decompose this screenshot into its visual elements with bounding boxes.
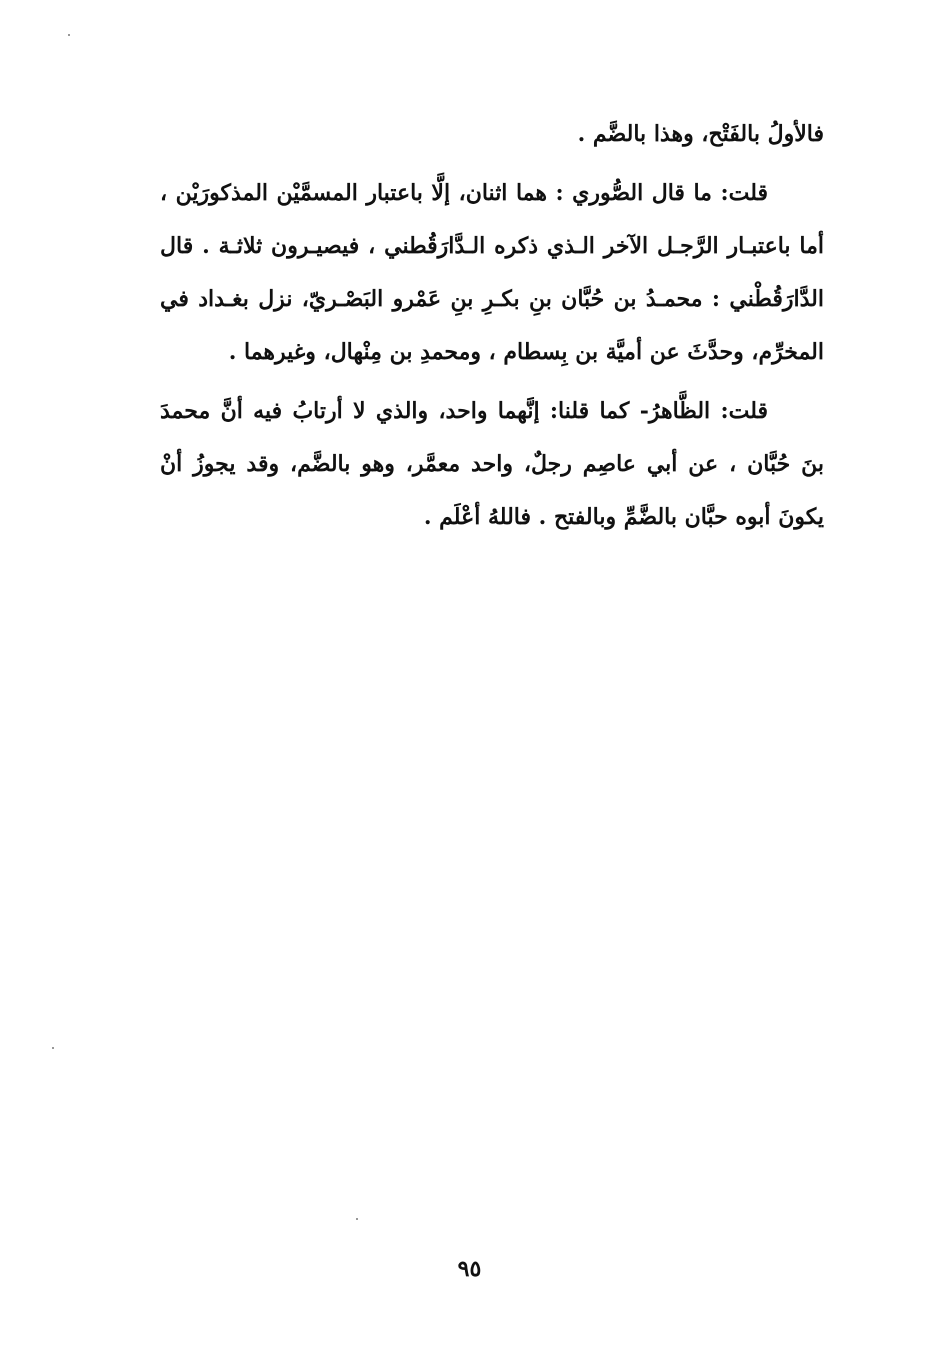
body-text (160, 108, 824, 544)
scan-speck (52, 1047, 54, 1049)
paragraph-3: قلت: الظَّاهرُ- كما قلنا: إنَّهما واحد، والذي لا أرتابُ فيه أنَّ محمدَ بنَ حُبَّان ، عن أبي عاصِم رجلٌ، واحد معمَّر، وهو بالضَّم، وقد يجوزُ أنْ يكونَ أبوه حبَّان بالضَّمِّ وبالفتح . فاللهُ أعْلَم . (160, 398, 824, 530)
page-number: ٩٥ (457, 1256, 482, 1282)
paragraph-1: فالأولُ بالفَتْح، وهذا بالضَّم . (577, 121, 824, 147)
scan-speck (68, 34, 70, 36)
paragraph-2: قلت: ما قال الصُّوري : هما اثنان، إلَّا باعتبار المسمَّيْن المذكورَيْن ، أما باعتبـار الرَّجـل الآخر الـذي ذكره الـدَّارَقُطني ، فيصيـرون ثلاثـة . قال الدَّارَقُطْني : محمـدُ بن حُبَّان بنِ بكـرِ بنِ عَمْرو البَصْـريّ، نزل بغـداد في المخرِّم، وحدَّثَ عن أميَّة بن بِسطام ، ومحمدِ بن مِنْهال، وغيرهما . (160, 180, 824, 365)
scan-speck (356, 1218, 358, 1220)
